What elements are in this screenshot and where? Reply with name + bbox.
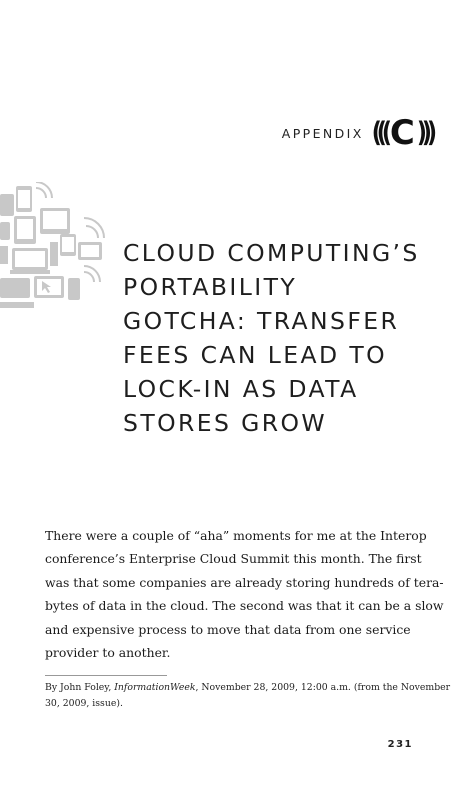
body-line: provider to another. xyxy=(45,645,171,661)
chapter-title-line: LOCK-IN AS DATA xyxy=(123,375,359,403)
device-cluster-icon xyxy=(0,182,110,322)
footnote-divider xyxy=(45,675,167,676)
body-line: was that some companies are already storing hundreds of tera- xyxy=(45,574,444,590)
footnote-prefix: By John Foley, xyxy=(45,682,115,693)
appendix-label: APPENDIX xyxy=(281,125,364,141)
source-footnote xyxy=(45,680,451,712)
appendix-letter: C xyxy=(389,113,415,153)
appendix-heading xyxy=(282,113,432,153)
chapter-title-line: PORTABILITY xyxy=(123,273,298,301)
body-line: bytes of data in the cloud. The second was that it can be a slow xyxy=(45,598,444,614)
signal-waves-right-icon: ))) xyxy=(416,117,432,149)
footnote-line xyxy=(45,680,451,696)
footnote-date: , November 28, 2009, 12:00 a.m. (from the November xyxy=(195,682,451,693)
footnote-line: 30, 2009, issue). xyxy=(45,698,123,709)
chapter-title-line: FEES CAN LEAD TO xyxy=(123,341,387,369)
body-paragraph xyxy=(45,524,444,664)
page-number: 231 xyxy=(387,739,413,750)
chapter-title-line: CLOUD COMPUTING’S xyxy=(123,239,420,267)
appendix-badge xyxy=(372,113,432,153)
body-line: conference’s Enterprise Cloud Summit this month. The first xyxy=(45,551,422,567)
publication-name: InformationWeek xyxy=(114,682,196,693)
chapter-title-line: GOTCHA: TRANSFER xyxy=(123,307,400,335)
body-line: There were a couple of “aha” moments for me at the Interop xyxy=(45,528,427,543)
signal-waves-left-icon: ((( xyxy=(371,117,387,149)
chapter-title xyxy=(123,236,443,440)
chapter-title-line: STORES GROW xyxy=(123,409,328,437)
body-line: and expensive process to move that data from one service xyxy=(45,621,411,637)
